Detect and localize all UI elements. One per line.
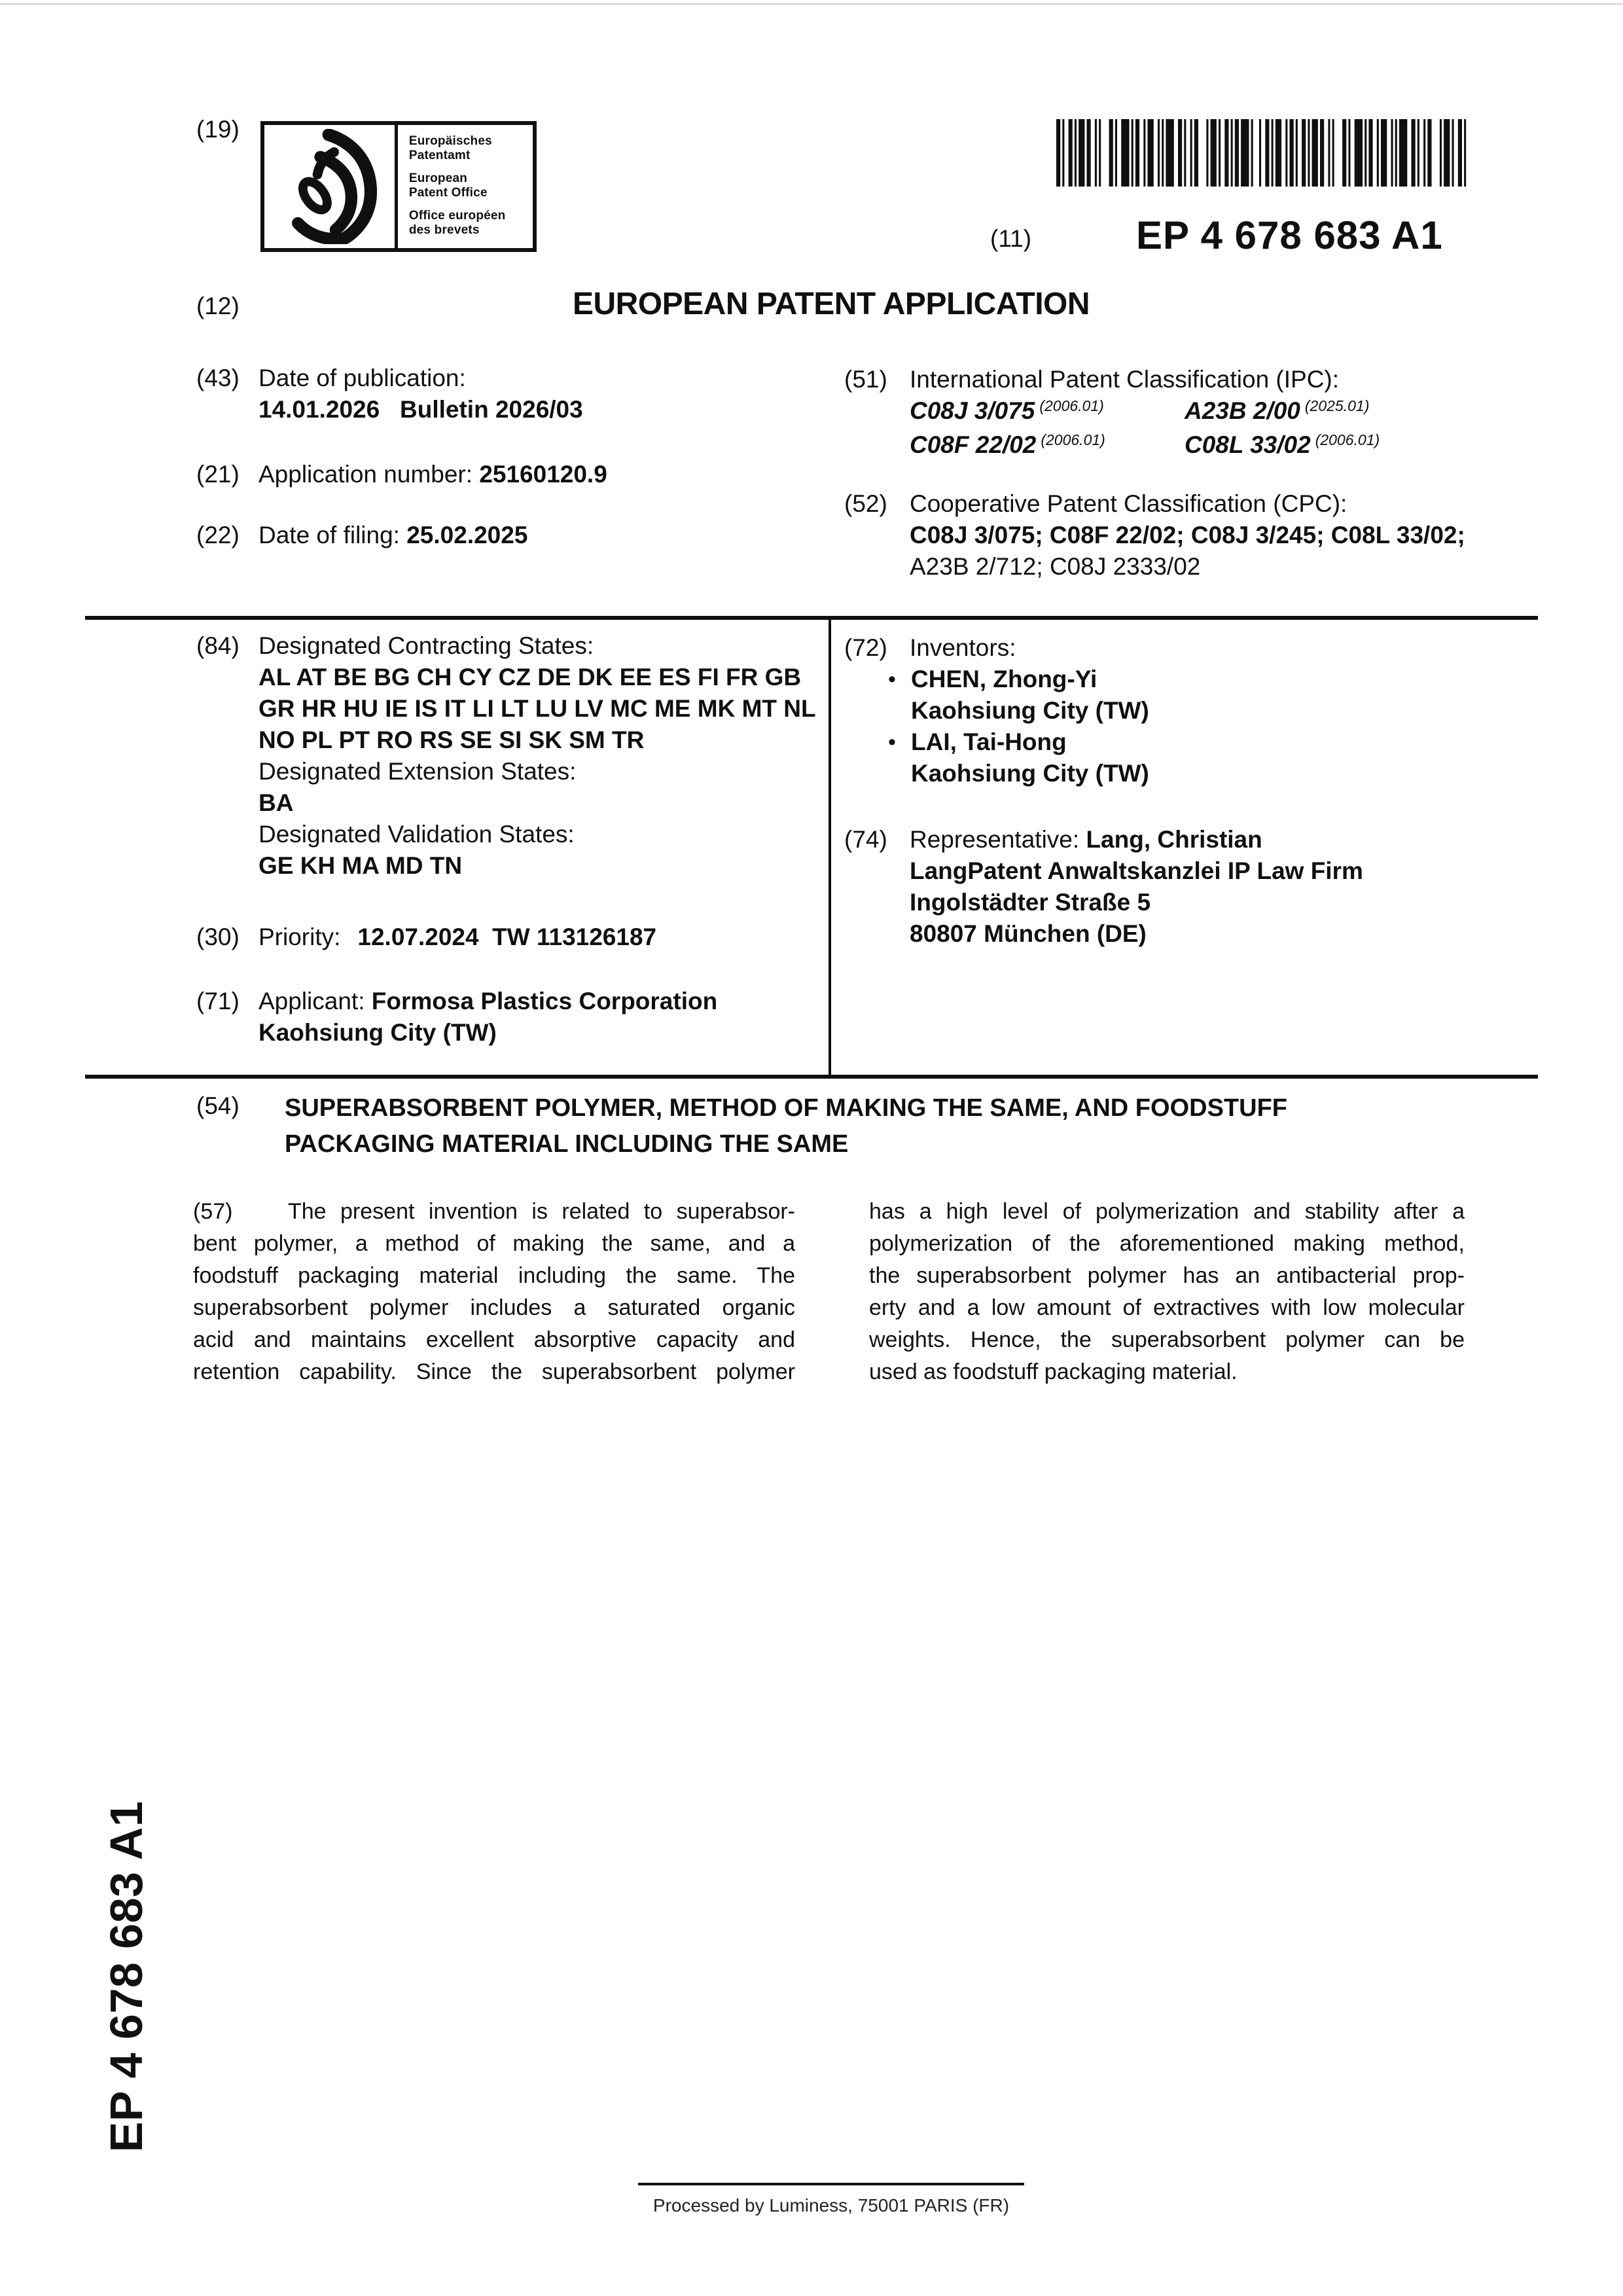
ipc-entry: C08L 33/02 $^{(2006.01)}$: [1185, 431, 1380, 458]
logo-text-de-line1: Europäisches: [408, 134, 492, 148]
inid-74-label: (74): [844, 826, 887, 853]
field-71-applicant: [196, 986, 828, 1049]
inid-72-label: (72): [844, 634, 887, 661]
ipc-version: (2006.01): [1041, 431, 1105, 448]
horizontal-rule-middle: [85, 1075, 1538, 1079]
inid-11-label: (11): [990, 225, 1032, 252]
applicant-city: Kaohsiung City (TW): [259, 1019, 497, 1046]
epo-spiral-icon: [264, 125, 398, 248]
ipc-entry: C08F 22/02 $^{(2006.01)}$: [910, 431, 1105, 458]
inid-54-label: (54): [196, 1092, 240, 1119]
inventor-city: Kaohsiung City (TW): [911, 697, 1149, 724]
field-21-application-number: [196, 459, 828, 490]
ipc-version: (2006.01): [1315, 431, 1380, 448]
horizontal-rule-top: [85, 616, 1538, 620]
bullet-icon: •: [888, 730, 896, 755]
abstract-line: foodstuff packaging material including the same. The: [193, 1263, 795, 1288]
bullet-icon: •: [888, 667, 896, 692]
ipc-entry: A23B 2/00 $^{(2025.01)}$: [1185, 397, 1370, 424]
epo-logo: [260, 121, 537, 252]
inid-51-label: (51): [844, 366, 887, 393]
ipc-entry: C08J 3/075 $^{(2006.01)}$: [910, 397, 1104, 424]
application-number-value: 25160120.9: [479, 461, 607, 488]
sidebar-publication-number: EP 4 678 683 A1: [101, 1801, 152, 2153]
representative-text: Representative:: [910, 826, 1086, 853]
logo-text-de-line2: Patentamt: [408, 149, 471, 162]
logo-text-fr-line1: Office européen: [408, 209, 506, 223]
extension-states-heading: Designated Extension States:: [259, 758, 577, 785]
publication-number: EP 4 678 683 A1: [1136, 213, 1443, 257]
inventor-item: [888, 664, 1149, 726]
inid-71-label: (71): [196, 988, 240, 1014]
priority-text: Priority:: [259, 924, 341, 950]
inventors-heading: Inventors:: [910, 634, 1016, 661]
field-43-publication-date: [196, 363, 828, 425]
filing-date-text: Date of filing:: [259, 522, 407, 548]
invention-title-line: SUPERABSORBENT POLYMER, METHOD OF MAKING THE SAME, AND FOODSTUFF: [285, 1094, 1288, 1122]
field-52-cpc: [844, 488, 1538, 583]
logo-text-en-line1: European: [408, 171, 468, 185]
abstract-line: erty and a low amount of extractives with low molecular: [869, 1295, 1465, 1320]
representative-city: 80807 München (DE): [910, 920, 1147, 947]
abstract-line: weights. Hence, the superabsorbent polymer can be: [869, 1327, 1465, 1352]
cpc-codes-primary: C08J 3/075; C08F 22/02; C08J 3/245; C08L 33/02;: [910, 522, 1465, 548]
abstract-line: used as foodstuff packaging material.: [869, 1359, 1238, 1384]
document-type-title: EUROPEAN PATENT APPLICATION: [572, 287, 1090, 321]
cpc-heading: Cooperative Patent Classification (CPC):: [910, 490, 1347, 517]
representative-name: Lang, Christian: [1086, 826, 1262, 853]
ipc-version: (2025.01): [1304, 397, 1370, 414]
application-number-text: Application number:: [259, 461, 480, 488]
inid-19-label: (19): [196, 116, 240, 143]
inid-52-label: (52): [844, 490, 887, 517]
inid-12-label: (12): [196, 293, 240, 319]
inid-84-label: (84): [196, 632, 240, 659]
applicant-text: Applicant:: [259, 988, 372, 1014]
field-72-inventors: [844, 632, 1538, 789]
field-30-priority: [196, 922, 828, 953]
filing-date-value: 25.02.2025: [406, 522, 528, 548]
validation-states-value: GE KH MA MD TN: [259, 852, 463, 879]
abstract-line: the superabsorbent polymer has an antibacterial prop-: [869, 1263, 1465, 1288]
inid-57-label: (57): [193, 1199, 233, 1224]
field-84-designated-states: [196, 630, 828, 882]
abstract-line: superabsorbent polymer includes a saturated organic: [193, 1295, 795, 1320]
field-54-invention-title: [196, 1090, 1440, 1162]
abstract-line: has a high level of polymerization and stability after a: [869, 1199, 1465, 1224]
validation-states-heading: Designated Validation States:: [259, 821, 575, 848]
publication-date-value: 14.01.2026 Bulletin 2026/03: [259, 396, 583, 423]
abstract-line: retention capability. Since the superabsorbent polymer: [193, 1359, 795, 1384]
inid-30-label: (30): [196, 924, 240, 950]
epo-logo-text: [398, 125, 533, 248]
field-74-representative: [844, 824, 1538, 950]
footer-rule: [638, 2183, 1024, 2185]
barcode: [1056, 119, 1469, 187]
ipc-version: (2006.01): [1039, 397, 1104, 414]
representative-street: Ingolstädter Straße 5: [910, 889, 1151, 916]
inid-21-label: (21): [196, 461, 240, 488]
logo-text-fr-line2: des brevets: [408, 223, 480, 237]
cpc-codes-secondary: A23B 2/712; C08J 2333/02: [910, 553, 1201, 580]
inid-22-label: (22): [196, 522, 240, 548]
abstract-column-left: [193, 1196, 795, 1388]
designated-states-line: GR HR HU IE IS IT LI LT LU LV MC ME MK MT NL: [259, 695, 816, 722]
abstract-line: The present invention is related to superabsor-: [288, 1199, 795, 1224]
inventor-city: Kaohsiung City (TW): [911, 760, 1149, 787]
representative-firm: LangPatent Anwaltskanzlei IP Law Firm: [910, 857, 1363, 884]
designated-states-line: NO PL PT RO RS SE SI SK SM TR: [259, 726, 645, 753]
logo-text-en-line2: Patent Office: [408, 186, 488, 200]
abstract-line: acid and maintains excellent absorptive capacity and: [193, 1327, 795, 1352]
publication-date-heading: Date of publication:: [259, 365, 466, 391]
abstract-line: bent polymer, a method of making the same, and a: [193, 1231, 795, 1256]
vertical-column-divider: [829, 616, 831, 1079]
inventor-name: LAI, Tai-Hong: [911, 728, 1067, 755]
ipc-heading: International Patent Classification (IPC):: [910, 366, 1340, 393]
inid-43-label: (43): [196, 365, 240, 391]
abstract-column-right: [869, 1196, 1465, 1388]
field-22-filing-date: [196, 520, 828, 551]
inventor-item: [888, 726, 1149, 789]
footer-processing-note: Processed by Luminess, 75001 PARIS (FR): [652, 2195, 1010, 2215]
field-51-ipc: [844, 364, 1538, 463]
extension-states-value: BA: [259, 789, 294, 816]
inventor-name: CHEN, Zhong-Yi: [911, 666, 1097, 692]
designated-states-line: AL AT BE BG CH CY CZ DE DK EE ES FI FR GB: [259, 664, 802, 691]
abstract-line: polymerization of the aforementioned making method,: [869, 1231, 1465, 1256]
designated-states-heading: Designated Contracting States:: [259, 632, 594, 659]
invention-title-line: PACKAGING MATERIAL INCLUDING THE SAME: [285, 1130, 849, 1158]
scan-artifact-line: [0, 3, 1623, 5]
applicant-name: Formosa Plastics Corporation: [371, 988, 718, 1014]
priority-value: 12.07.2024 TW 113126187: [357, 924, 657, 950]
